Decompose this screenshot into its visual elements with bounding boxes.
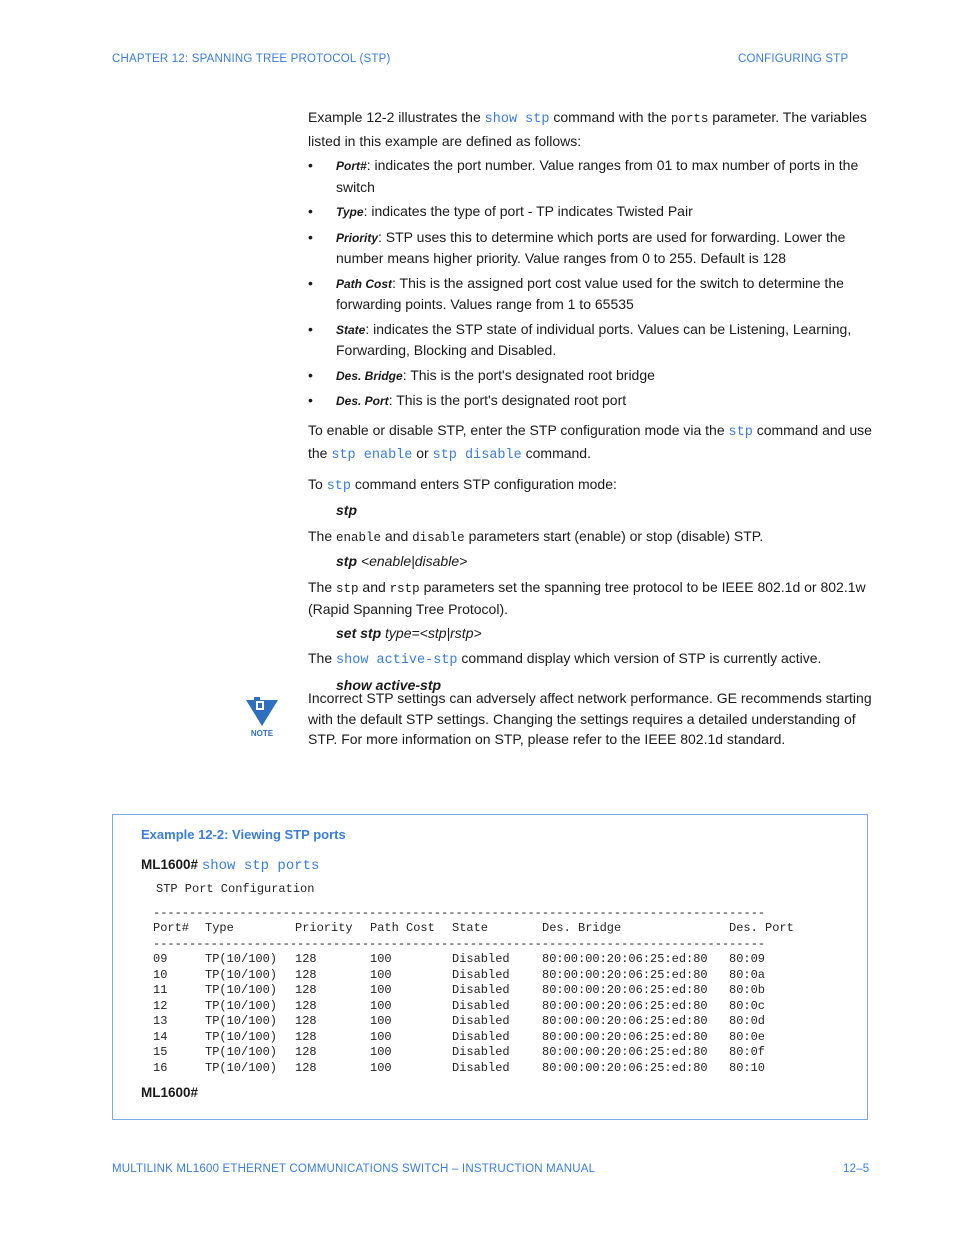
table-cell: 80:0e [729, 1029, 766, 1044]
table-cell: Disabled [452, 1060, 510, 1075]
table-cell: 128 [295, 952, 317, 967]
table-row [153, 1060, 799, 1076]
table-cell: 100 [370, 1060, 392, 1075]
running-header-section: CONFIGURING STP [738, 53, 849, 65]
table-cell: TP(10/100) [205, 1014, 278, 1029]
command-syntax-stp: stp [336, 502, 357, 518]
table-cell: 80:00:00:20:06:25:ed:80 [542, 1045, 708, 1060]
table-cell: 100 [370, 1014, 392, 1029]
table-cell: Disabled [452, 952, 510, 967]
list-item: • Priority: STP uses this to determine which ports are used for forwarding. Lower the number means higher priority. Value ranges from 0 to 255. Default is 128 [308, 227, 874, 269]
table-cell: Disabled [452, 998, 510, 1013]
table-cell: 100 [370, 983, 392, 998]
running-header-chapter: CHAPTER 12: SPANNING TREE PROTOCOL (STP) [112, 53, 391, 65]
list-item: • Type: indicates the type of port - TP indicates Twisted Pair [308, 201, 874, 223]
table-row [153, 952, 799, 968]
table-cell: 14 [153, 1029, 168, 1044]
example-title: Example 12-2: Viewing STP ports [141, 827, 346, 842]
table-cell: 80:00:00:20:06:25:ed:80 [542, 1060, 708, 1075]
table-row [153, 1045, 799, 1061]
list-item: • Port#: indicates the port number. Value ranges from 01 to max number of ports in the switch [308, 155, 874, 197]
active-paragraph: The show active-stp command display which version of STP is currently active. [308, 650, 822, 668]
table-cell: 15 [153, 1045, 168, 1060]
table-cell: 80:0f [729, 1045, 766, 1060]
table-cell: TP(10/100) [205, 983, 278, 998]
table-cell: 80:00:00:20:06:25:ed:80 [542, 967, 708, 982]
table-cell: 80:0b [729, 983, 766, 998]
stp-port-table [153, 905, 799, 1076]
column-header: Priority [295, 921, 353, 936]
table-row [153, 998, 799, 1014]
list-item: • State: indicates the STP state of individual ports. Values can be Listening, Learning, Forwarding, Blocking and Disabled. [308, 319, 874, 361]
list-item: • Des. Port: This is the port's designated root port [308, 390, 874, 412]
column-header: Port# [153, 921, 190, 936]
table-cell: 100 [370, 1045, 392, 1060]
example-end-prompt: ML1600# [141, 1085, 199, 1100]
list-item: • Des. Bridge: This is the port's designated root bridge [308, 365, 874, 387]
stp-mode-paragraph: To stp command enters STP configuration mode: [308, 475, 617, 494]
main-content [308, 107, 874, 695]
table-cell: Disabled [452, 967, 510, 982]
example-box [112, 814, 868, 1120]
command-syntax-enable: stp <enable|disable> [336, 553, 468, 569]
table-cell: 80:09 [729, 952, 766, 967]
table-separator: ------------------------------------------------------------------------------------- [153, 905, 766, 920]
table-header-row [153, 921, 799, 937]
column-header: Des. Port [729, 921, 794, 936]
table-cell: 128 [295, 967, 317, 982]
table-cell: 13 [153, 1014, 168, 1029]
table-cell: 100 [370, 952, 392, 967]
table-cell: 10 [153, 967, 168, 982]
list-item: • Path Cost: This is the assigned port cost value used for the switch to determine the forwarding points. Values range from 1 to 65535 [308, 273, 874, 315]
table-cell: 16 [153, 1060, 168, 1075]
enable-paragraph: To enable or disable STP, enter the STP configuration mode via the stp command and use the stp enable or stp disable command. [308, 421, 872, 463]
column-header: Path Cost [370, 921, 435, 936]
table-cell: Disabled [452, 1014, 510, 1029]
table-row [153, 983, 799, 999]
table-cell: TP(10/100) [205, 1045, 278, 1060]
table-cell: 128 [295, 998, 317, 1013]
example-output-heading: STP Port Configuration [156, 882, 315, 896]
table-cell: TP(10/100) [205, 1029, 278, 1044]
table-cell: TP(10/100) [205, 998, 278, 1013]
table-cell: 80:00:00:20:06:25:ed:80 [542, 952, 708, 967]
intro-paragraph: Example 12-2 illustrates the show stp command with the ports parameter. The variables listed in this example are defined as follows: [308, 109, 867, 149]
table-row [153, 1014, 799, 1030]
column-header: Type [205, 921, 234, 936]
table-row [153, 967, 799, 983]
table-cell: TP(10/100) [205, 1060, 278, 1075]
note-text: Incorrect STP settings can adversely affect network performance. GE recommends starting with the default STP settings. Changing the settings requires a detailed understanding of STP. For more information on STP, please refer to the IEEE 802.1d standard. [308, 690, 872, 747]
type-paragraph: The stp and rstp parameters set the spanning tree protocol to be IEEE 802.1d or 802.1w (Rapid Spanning Tree Protocol). [308, 578, 866, 617]
table-cell: 100 [370, 1029, 392, 1044]
table-cell: 80:00:00:20:06:25:ed:80 [542, 983, 708, 998]
running-footer-title: MULTILINK ML1600 ETHERNET COMMUNICATIONS SWITCH – INSTRUCTION MANUAL [112, 1163, 596, 1175]
table-cell: 100 [370, 998, 392, 1013]
table-cell: 128 [295, 983, 317, 998]
table-cell: 09 [153, 952, 168, 967]
table-cell: 80:00:00:20:06:25:ed:80 [542, 1014, 708, 1029]
table-cell: TP(10/100) [205, 952, 278, 967]
table-cell: 128 [295, 1029, 317, 1044]
column-header: Des. Bridge [542, 921, 622, 936]
table-cell: Disabled [452, 1029, 510, 1044]
command-syntax-active: show active-stp [336, 676, 442, 693]
table-cell: 80:00:00:20:06:25:ed:80 [542, 1029, 708, 1044]
table-cell: 128 [295, 1014, 317, 1029]
note-icon-label: NOTE [250, 729, 274, 738]
table-cell: 80:00:00:20:06:25:ed:80 [542, 998, 708, 1013]
table-cell: Disabled [452, 983, 510, 998]
params-paragraph: The enable and disable parameters start (enable) or stop (disable) STP. [308, 527, 764, 545]
table-cell: 80:0a [729, 967, 766, 982]
variable-list [308, 155, 874, 412]
table-row [153, 1029, 799, 1045]
note-icon [244, 696, 280, 740]
command-syntax-type: set stp type=<stp|rstp> [336, 624, 482, 641]
table-cell: 128 [295, 1045, 317, 1060]
column-header: State [452, 921, 489, 936]
page-number: 12–5 [843, 1163, 870, 1175]
table-cell: TP(10/100) [205, 967, 278, 982]
table-cell: 128 [295, 1060, 317, 1075]
table-cell: 12 [153, 998, 168, 1013]
table-cell: Disabled [452, 1045, 510, 1060]
table-cell: 80:0c [729, 998, 766, 1013]
table-separator: ------------------------------------------------------------------------------------- [153, 936, 766, 951]
example-command-line: ML1600# show stp ports [141, 857, 320, 874]
table-cell: 80:10 [729, 1060, 766, 1075]
table-cell: 80:0d [729, 1014, 766, 1029]
table-cell: 100 [370, 967, 392, 982]
table-cell: 11 [153, 983, 168, 998]
